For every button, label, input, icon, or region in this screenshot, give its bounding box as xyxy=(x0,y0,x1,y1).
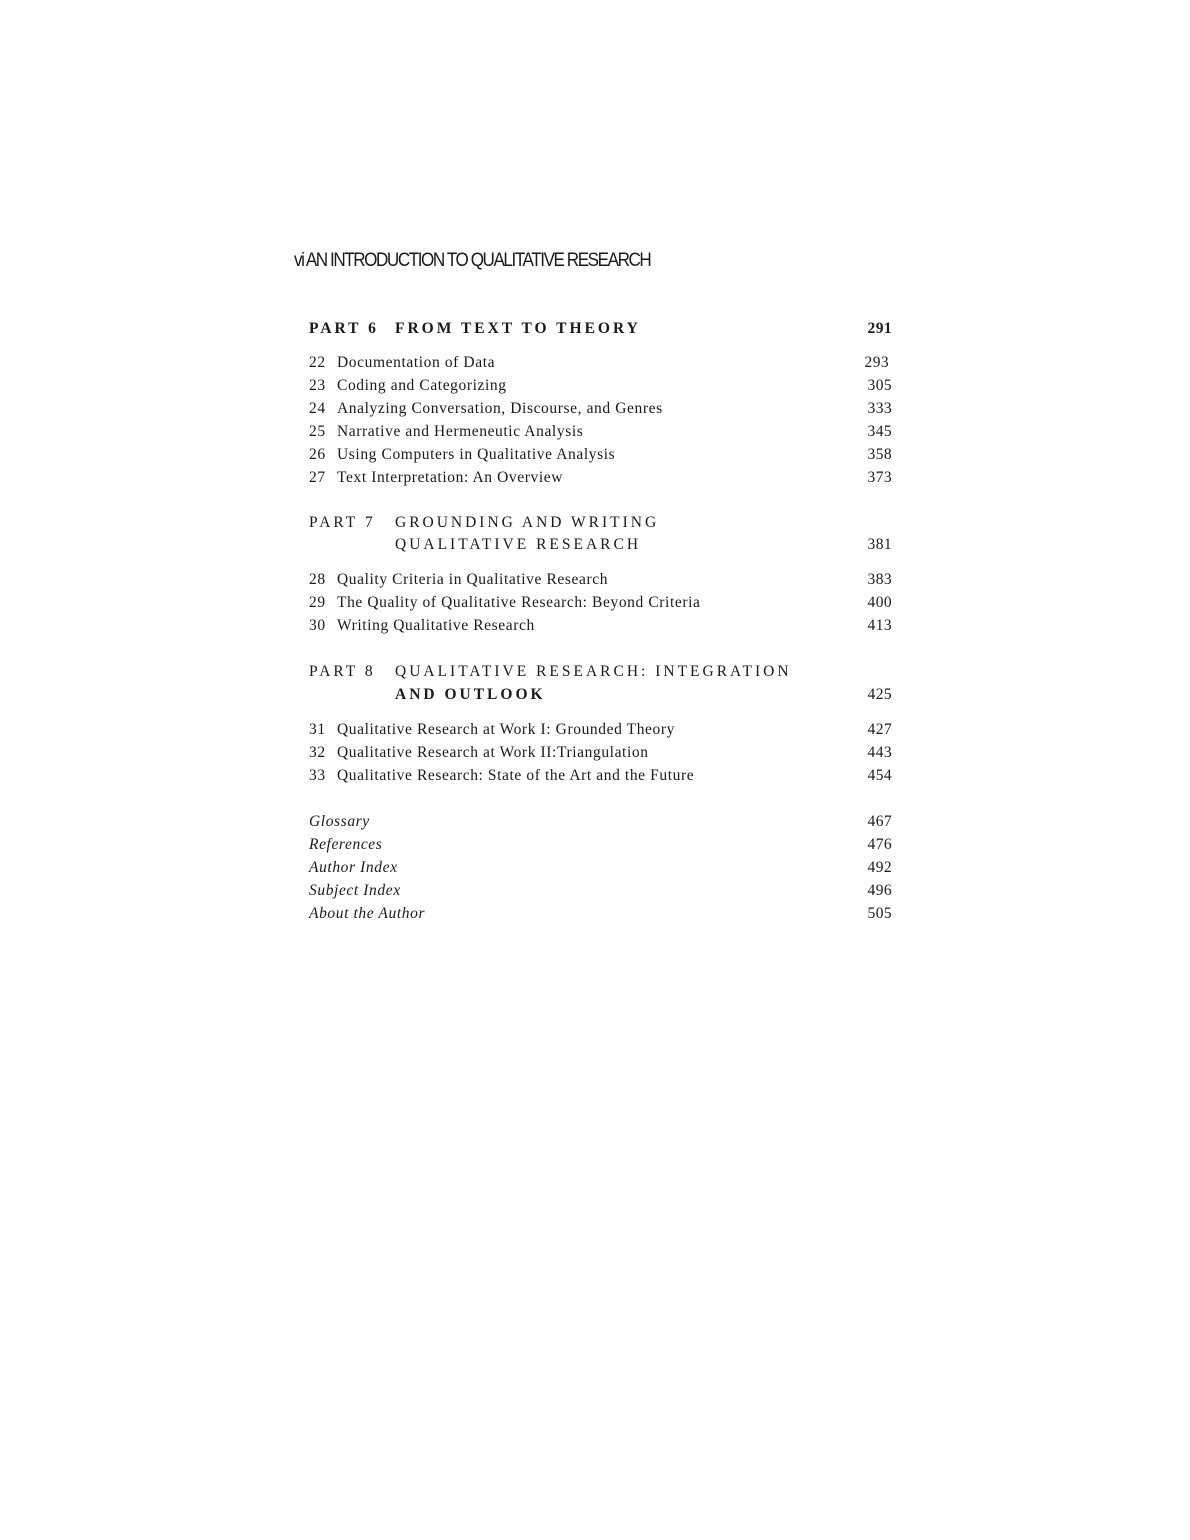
chapter-number: 27 xyxy=(309,469,326,486)
chapter-number: 30 xyxy=(309,617,326,634)
page-number: 333 xyxy=(867,400,892,417)
chapter-title: Narrative and Hermeneutic Analysis xyxy=(337,423,584,440)
page-number: 476 xyxy=(867,836,892,853)
part-label: PART 8 xyxy=(309,663,376,680)
chapter-title: Analyzing Conversation, Discourse, and Genres xyxy=(337,400,663,417)
chapter-title: Documentation of Data xyxy=(337,354,496,371)
page-number: 427 xyxy=(867,721,892,738)
toc-entry[interactable] xyxy=(309,351,892,374)
toc-entry[interactable] xyxy=(309,443,892,466)
entry-title: Glossary xyxy=(309,813,370,830)
chapter-number: 28 xyxy=(309,571,326,588)
part-label: PART 6 xyxy=(309,320,379,337)
spacer xyxy=(309,787,892,810)
back-matter-entry[interactable] xyxy=(309,856,892,879)
page-number: 305 xyxy=(867,377,892,394)
chapter-number: 25 xyxy=(309,423,326,440)
chapter-title: Qualitative Research: State of the Art and the Future xyxy=(337,767,695,784)
toc-entry[interactable] xyxy=(309,466,892,489)
part-label: PART 7 xyxy=(309,514,376,531)
part-heading xyxy=(309,660,892,706)
chapter-number: 24 xyxy=(309,400,326,417)
chapter-number: 22 xyxy=(309,354,326,371)
part-title-continued: AND OUTLOOK xyxy=(395,686,546,703)
running-head: vi AN INTRODUCTION TO QUALITATIVE RESEARCH xyxy=(294,250,651,271)
page-number: 467 xyxy=(867,813,892,830)
page-number: 496 xyxy=(867,882,892,899)
chapter-number: 29 xyxy=(309,594,326,611)
part-page-number: 381 xyxy=(867,536,892,553)
part-heading xyxy=(309,512,892,556)
page-number: 293 xyxy=(864,354,889,371)
chapter-title: Text Interpretation: An Overview xyxy=(337,469,564,486)
page-number: 373 xyxy=(867,469,892,486)
back-matter-list xyxy=(309,810,892,925)
toc-entry[interactable] xyxy=(309,568,892,591)
entry-title: References xyxy=(309,836,383,853)
page-number: 492 xyxy=(867,859,892,876)
back-matter-entry[interactable] xyxy=(309,902,892,925)
toc-entry[interactable] xyxy=(309,614,892,637)
entry-title: About the Author xyxy=(309,905,426,922)
spacer xyxy=(309,637,892,660)
table-of-contents xyxy=(309,318,892,925)
part-title: FROM TEXT TO THEORY xyxy=(395,320,641,337)
toc-entry[interactable] xyxy=(309,764,892,787)
part-title: QUALITATIVE RESEARCH: INTEGRATION xyxy=(395,663,792,680)
page-number: 383 xyxy=(867,571,892,588)
chapter-title: Qualitative Research at Work I: Grounded Theory xyxy=(337,721,676,738)
back-matter-entry[interactable] xyxy=(309,879,892,902)
part-heading xyxy=(309,318,892,340)
page-number: 345 xyxy=(867,423,892,440)
toc-entry[interactable] xyxy=(309,420,892,443)
entry-title: Author Index xyxy=(309,859,398,876)
page-number: 358 xyxy=(867,446,892,463)
part-page-number: 425 xyxy=(867,686,892,703)
toc-entry[interactable] xyxy=(309,718,892,741)
chapter-number: 32 xyxy=(309,744,326,761)
chapter-title: The Quality of Qualitative Research: Beyond Criteria xyxy=(337,594,701,611)
back-matter-entry[interactable] xyxy=(309,833,892,856)
toc-entry[interactable] xyxy=(309,591,892,614)
chapter-number: 23 xyxy=(309,377,326,394)
page-number: 413 xyxy=(867,617,892,634)
page-number: 505 xyxy=(867,905,892,922)
back-matter-entry[interactable] xyxy=(309,810,892,833)
chapter-title: Quality Criteria in Qualitative Research xyxy=(337,571,609,588)
part-title: GROUNDING AND WRITING xyxy=(395,514,660,531)
chapter-title: Writing Qualitative Research xyxy=(337,617,535,634)
part-page-number: 291 xyxy=(867,320,892,337)
chapter-number: 26 xyxy=(309,446,326,463)
part-title-continued: QUALITATIVE RESEARCH xyxy=(395,536,642,553)
chapter-title: Qualitative Research at Work II:Triangulation xyxy=(337,744,649,761)
page-number: 443 xyxy=(867,744,892,761)
chapter-number: 33 xyxy=(309,767,326,784)
toc-entry[interactable] xyxy=(309,741,892,764)
entry-title: Subject Index xyxy=(309,882,401,899)
toc-entry[interactable] xyxy=(309,397,892,420)
page-number: 400 xyxy=(867,594,892,611)
chapter-title: Using Computers in Qualitative Analysis xyxy=(337,446,616,463)
chapter-number: 31 xyxy=(309,721,326,738)
spacer xyxy=(309,489,892,512)
page-number: 454 xyxy=(867,767,892,784)
chapter-title: Coding and Categorizing xyxy=(337,377,507,394)
toc-entry[interactable] xyxy=(309,374,892,397)
